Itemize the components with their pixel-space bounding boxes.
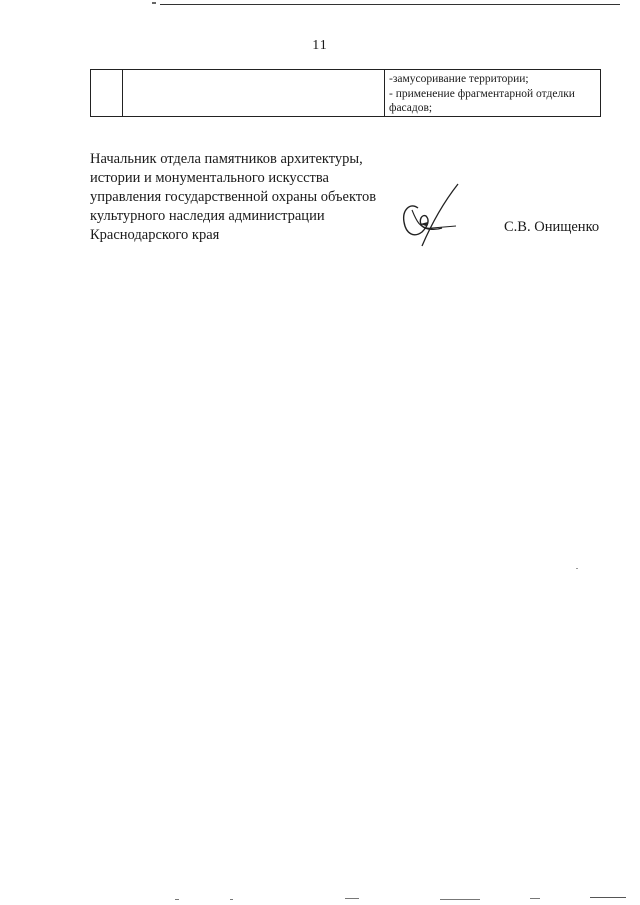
scan-edge-line <box>160 4 620 5</box>
signer-name: С.В. Онищенко <box>504 219 600 235</box>
signatory-position <box>90 150 376 245</box>
position-line: управления государственной охраны объектов <box>90 189 377 205</box>
page-number: 11 <box>312 38 328 53</box>
table-row <box>91 70 601 117</box>
scan-artifact <box>175 899 179 900</box>
table-cell-requirements <box>385 70 601 117</box>
scan-artifact <box>345 898 359 899</box>
table-cell-object <box>123 70 385 117</box>
position-line: Краснодарского края <box>90 227 220 243</box>
position-line: культурного наследия администрации <box>90 208 325 224</box>
requirement-line: - применение фрагментарной отделки <box>389 87 575 100</box>
scan-artifact <box>230 899 233 900</box>
table-cell-number <box>91 70 123 117</box>
scan-artifact <box>152 2 156 4</box>
position-line: Начальник отдела памятников архитектуры, <box>90 151 363 167</box>
position-line: истории и монументального искусства <box>90 170 329 186</box>
scan-artifact <box>576 568 578 569</box>
requirement-line: фасадов; <box>389 102 433 114</box>
handwritten-signature <box>392 180 462 250</box>
scan-artifact <box>590 897 626 898</box>
scan-artifact <box>530 898 540 899</box>
scan-artifact <box>440 899 480 900</box>
requirement-line: -замусоривание территории; <box>389 73 529 85</box>
requirements-table <box>90 69 601 117</box>
